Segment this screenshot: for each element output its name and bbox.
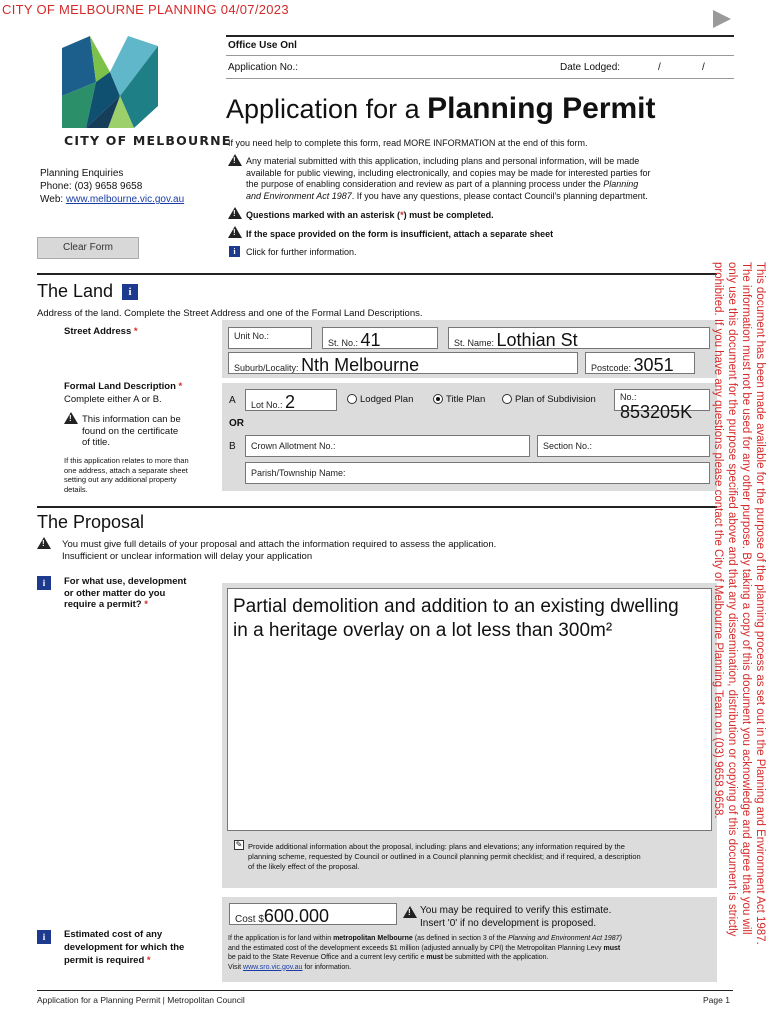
- text-line: of the likely effect of the proposal.: [248, 862, 360, 871]
- text-part: require a permit?: [64, 599, 142, 610]
- help-text: If you need help to complete this form, read MORE INFORMATION at the end of this form.: [228, 138, 588, 148]
- lot-no-field[interactable]: [245, 389, 337, 411]
- footer-rule: [37, 990, 733, 991]
- web-label: Web:: [40, 194, 66, 205]
- land-heading: The Land: [37, 281, 114, 301]
- multi-address-note: [64, 456, 189, 494]
- asterisk: *: [144, 599, 148, 610]
- text-part: metropolitan Melbourne: [333, 935, 413, 942]
- info-icon[interactable]: i: [229, 246, 240, 257]
- text-line: [228, 963, 713, 973]
- label-text: Street Address: [64, 326, 132, 337]
- warning-icon: [37, 537, 51, 549]
- radio-lodged-plan[interactable]: [347, 394, 413, 405]
- field-label: Lot No.:: [251, 400, 283, 410]
- use-question: [64, 576, 186, 611]
- certificate-note: [82, 414, 181, 449]
- enquiries-phone: Phone: (03) 9658 9658: [40, 181, 143, 192]
- material-text: [246, 156, 716, 202]
- pencil-icon: ✎: [235, 840, 243, 849]
- radio-button[interactable]: [502, 394, 512, 404]
- asterisk: *: [146, 955, 151, 966]
- text-line: or other matter do you: [64, 587, 166, 599]
- levy-note: [228, 934, 713, 972]
- text-line: setting out any additional property: [64, 475, 177, 484]
- text-line: For what use, development: [64, 576, 187, 587]
- text-line: [64, 954, 184, 967]
- field-label: St. No.:: [328, 338, 359, 348]
- parish-field[interactable]: [245, 462, 710, 484]
- date-lodged-label: Date Lodged:: [560, 62, 621, 73]
- proposal-heading: The Proposal: [37, 512, 145, 532]
- street-address-label: [64, 326, 138, 337]
- text-part: must: [603, 944, 621, 952]
- click-info-text: Click for further information.: [246, 247, 357, 257]
- text-part: If the application is for land within: [228, 935, 334, 942]
- field-label: Suburb/Locality:: [234, 363, 299, 373]
- cost-field[interactable]: [229, 903, 397, 925]
- option-a-label: A: [229, 395, 236, 406]
- warning-icon: [228, 207, 242, 219]
- text-part: (as defined in section 3 of the: [412, 935, 509, 942]
- postcode-value: 3051: [633, 355, 674, 375]
- warning-icon: [228, 154, 242, 166]
- title-part: Application for a: [226, 94, 428, 124]
- text-part: must: [426, 954, 444, 961]
- text-part: Planning and Environment Act 1987): [508, 935, 622, 942]
- application-no-label: Application No.:: [228, 62, 299, 73]
- text-line: available for public viewing, including electronically, and copies may be made for interested parties for: [246, 167, 651, 178]
- office-use-heading: Office Use Onl: [228, 40, 297, 51]
- text-line: This information can be: [82, 414, 181, 425]
- formal-land-sub: Complete either A or B.: [64, 394, 162, 405]
- play-arrow-icon[interactable]: [713, 10, 731, 28]
- text-line: one address, attach a separate sheet: [64, 465, 188, 475]
- text-line: If this application relates to more than: [64, 456, 189, 465]
- field-label: Unit No.:: [234, 331, 270, 341]
- clear-form-button[interactable]: Clear Form: [37, 237, 139, 259]
- text-line: You may be required to verify this estimate.: [420, 905, 612, 916]
- text-part: . If you have any questions, please contact Council’s planning department.: [351, 190, 648, 201]
- office-top-rule: [226, 35, 734, 37]
- warning-icon: [64, 412, 78, 424]
- section-rule: [37, 506, 717, 508]
- radio-title-plan[interactable]: [433, 394, 485, 405]
- text-line: details.: [64, 484, 88, 494]
- crown-allotment-field[interactable]: [245, 435, 530, 457]
- street-name-field[interactable]: [448, 327, 710, 349]
- office-rule: [226, 55, 734, 56]
- text-line: planning scheme, requested by Council or outlined in a Council planning permit checklist; and if required, a description: [248, 852, 641, 861]
- sro-link[interactable]: www.sro.vic.gov.au: [243, 963, 303, 971]
- side-notice-line: only use this document for the purpose specified above and that any dissemination, distribution or copying of this document is strictly: [726, 262, 738, 937]
- text-line: Insufficient or unclear information will delay your application: [62, 550, 313, 562]
- text-line: [246, 191, 716, 203]
- text-part: for information.: [302, 963, 352, 971]
- lot-no-value: 2: [285, 392, 296, 412]
- proposal-use-textarea[interactable]: [227, 588, 712, 831]
- plan-no-value: 853205K: [620, 402, 693, 422]
- enquiries-title: Planning Enquiries: [40, 168, 124, 179]
- text-line: [64, 599, 186, 611]
- provide-info-text: [248, 842, 713, 872]
- field-label: Section No.:: [543, 441, 593, 451]
- formal-land-label: [64, 381, 182, 392]
- text-part: and the estimated cost of the development exceeds $1 million (adjusted annually by CPI) the Metropolitan Planning Levy: [228, 944, 604, 952]
- enquiries-web: [40, 194, 184, 205]
- text-line: [228, 944, 713, 954]
- text-line: Insert '0' if no development is proposed.: [420, 917, 597, 929]
- street-no-value: 41: [360, 330, 381, 350]
- text-part: the purpose of enabling consideration and review as part of a planning process under the: [246, 179, 604, 189]
- info-icon[interactable]: i: [37, 576, 51, 590]
- field-label: Postcode:: [591, 363, 632, 373]
- street-no-field[interactable]: [322, 327, 438, 349]
- text-line: [228, 934, 713, 944]
- warning-icon: [228, 226, 242, 238]
- text-part: ) must be completed.: [403, 210, 494, 220]
- postcode-field[interactable]: [585, 352, 695, 374]
- asterisk-note: [246, 210, 494, 222]
- side-notice-line: The information must not be used for any other purpose. By taking a copy of this document you acknowledge and agree that you will: [740, 262, 752, 935]
- text-part: Planning: [603, 179, 639, 189]
- text-part: and Environment Act 1987: [246, 190, 352, 201]
- text-line: Provide additional information about the proposal, including: plans and elevations; any information required by the: [248, 842, 625, 851]
- field-label: St. Name:: [454, 338, 495, 348]
- text-line: Estimated cost of any: [64, 929, 163, 940]
- office-rule: [226, 78, 734, 79]
- text-line: in a heritage overlay on a lot less than 300m²: [233, 620, 613, 641]
- footer-left: Application for a Planning Permit | Metropolitan Council: [37, 995, 245, 1005]
- text-line: of title.: [82, 437, 110, 448]
- radio-label: Title Plan: [446, 394, 486, 405]
- text-line: found on the certificate: [82, 425, 179, 437]
- street-name-value: Lothian St: [496, 330, 578, 350]
- side-notice-line: prohibited. If you have any questions please contact the City of Melbourne Planning Team on (03) 9658 9658.: [712, 262, 724, 819]
- web-link[interactable]: www.melbourne.vic.gov.au: [65, 194, 185, 205]
- text-part: Visit: [228, 963, 244, 971]
- suburb-field[interactable]: [228, 352, 578, 374]
- field-label: Cost $: [235, 914, 264, 925]
- space-note: If the space provided on the form is insufficient, attach a separate sheet: [246, 229, 554, 239]
- plan-no-field[interactable]: [614, 389, 710, 422]
- cost-question: [64, 928, 184, 967]
- footer-page: Page 1: [703, 995, 730, 1005]
- text-part: be submitted with the application.: [443, 954, 549, 961]
- warning-icon: [403, 906, 417, 918]
- side-notice: [704, 262, 766, 982]
- text-part: Questions marked with an asterisk (: [246, 210, 401, 220]
- field-label: No.:: [620, 392, 637, 402]
- planning-stamp: CITY OF MELBOURNE PLANNING 04/07/2023: [2, 2, 289, 17]
- field-label: Parish/Township Name:: [251, 468, 346, 478]
- radio-button[interactable]: [347, 394, 357, 404]
- label-text: Formal Land Description: [64, 381, 176, 392]
- page-title: [226, 92, 656, 126]
- asterisk: *: [133, 326, 138, 337]
- date-separator: /: [658, 62, 661, 73]
- proposal-warning: [62, 539, 496, 562]
- option-b-label: B: [229, 441, 236, 452]
- text-part: be paid to the State Revenue Office and a current levy certific e: [228, 954, 427, 961]
- verify-note: [420, 905, 611, 930]
- unit-no-field[interactable]: [228, 327, 312, 349]
- side-notice-line: This document has been made available for the purpose of the planning process as set out in the Planning and Environment Act 1987.: [754, 262, 766, 945]
- text-line: You must give full details of your proposal and attach the information required to assess the application.: [62, 539, 497, 550]
- or-label: OR: [229, 418, 244, 429]
- logo-text: CITY OF MELBOURNE: [64, 133, 232, 148]
- text-line: Any material submitted with this application, including plans and personal information, will be made: [246, 156, 640, 166]
- text-part: permit is required: [64, 955, 145, 966]
- asterisk: *: [400, 210, 404, 220]
- section-rule: [37, 273, 717, 275]
- radio-button-selected[interactable]: [433, 394, 443, 404]
- text-line: Partial demolition and addition to an existing dwelling: [233, 596, 679, 617]
- info-icon[interactable]: i: [122, 284, 138, 300]
- suburb-value: Nth Melbourne: [301, 355, 420, 375]
- radio-plan-of-subdivision[interactable]: [502, 394, 596, 405]
- asterisk: *: [178, 381, 183, 392]
- land-description: Address of the land. Complete the Street Address and one of the Formal Land Descriptions.: [37, 308, 423, 319]
- section-no-field[interactable]: [537, 435, 710, 457]
- title-part-bold: Planning Permit: [427, 92, 656, 125]
- date-separator: /: [702, 62, 705, 73]
- text-line: [228, 953, 713, 963]
- info-icon[interactable]: i: [37, 930, 51, 944]
- radio-label: Plan of Subdivision: [515, 394, 596, 405]
- text-line: development for which the: [64, 942, 185, 953]
- cost-value: 600.000: [263, 906, 329, 926]
- text-line: [246, 179, 716, 191]
- field-label: Crown Allotment No.:: [251, 441, 336, 451]
- city-of-melbourne-logo: [62, 36, 158, 128]
- radio-label: Lodged Plan: [360, 394, 414, 405]
